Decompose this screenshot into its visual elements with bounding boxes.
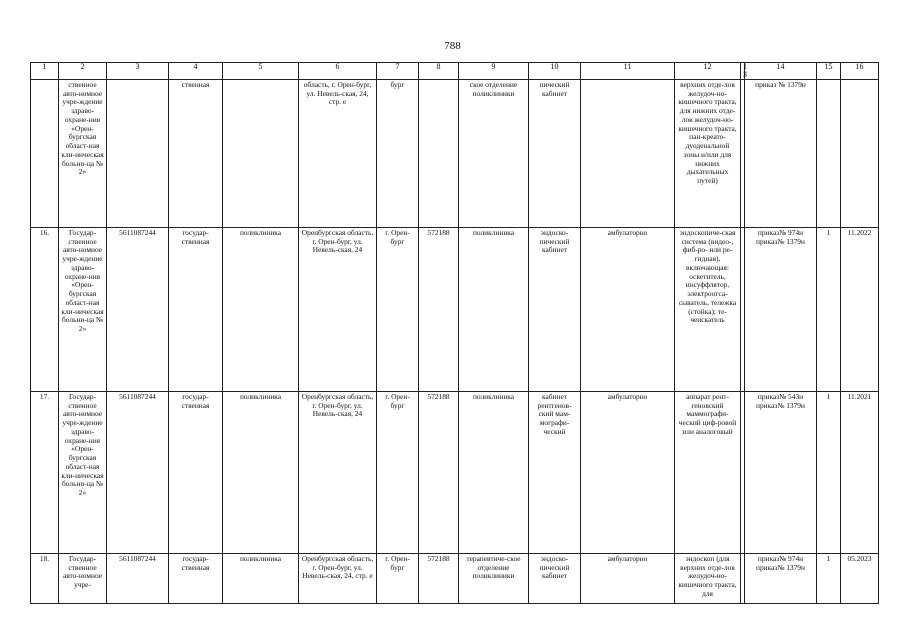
cell-num	[31, 80, 59, 228]
cell-ownership: государ-ственная	[169, 554, 223, 604]
cell-num: 16.	[31, 228, 59, 392]
cell-city: г. Орен-бург	[377, 392, 419, 554]
cell-department: ское отделение поликлиники	[459, 80, 529, 228]
col-header-11: 11	[581, 63, 675, 80]
cell-quantity: 1	[817, 392, 841, 554]
cell-equipment: эндоскопиче-ская система (видео-, фиб-ро- или ре-гидная), включающая: осветитель, инсуффлятор, электроотса-сыватель, тележка (стойка); те-чеискатель	[675, 228, 741, 392]
cell-date: 11.2021	[841, 392, 879, 554]
table-row	[31, 392, 879, 554]
cell-org-name: Государ-ственное авто-номное учре-	[59, 554, 107, 604]
cell-ownership: государ-ственная	[169, 392, 223, 554]
page-number: 788	[444, 40, 461, 52]
col-header-10: 10	[529, 63, 581, 80]
cell-cabinet: пический кабинет	[529, 80, 581, 228]
col-header-8: 8	[419, 63, 459, 80]
cell-quantity: 1	[817, 554, 841, 604]
cell-equipment: эндоскоп (для верхних отде-лов желудоч-но-кишечного тракта, для	[675, 554, 741, 604]
col-header-7: 7	[377, 63, 419, 80]
cell-care-form: амбулаторно	[581, 392, 675, 554]
cell-city: г. Орен-бург	[377, 554, 419, 604]
cell-care-form	[581, 80, 675, 228]
cell-org-name: ственное авто-номное учре-ждение здраво-охране-ния «Орен-бургская област-ная кли-ническая больни-ца № 2»	[59, 80, 107, 228]
cell-city: г. Орен-бург	[377, 228, 419, 392]
cell-equipment: аппарат рент-геновский маммографи-ческий циф-ровой или аналоговый	[675, 392, 741, 554]
cell-num: 17.	[31, 392, 59, 554]
col-header-13: 13	[741, 63, 745, 80]
cell-org-name: Государ-ственное авто-номное учре-ждение здраво-охране-ния «Орен-бургская област-ная кли-ническая больни-ца № 2»	[59, 392, 107, 554]
table-row	[31, 80, 879, 228]
cell-cabinet: эндоско-пический кабинет	[529, 228, 581, 392]
cell-facility-type	[223, 80, 299, 228]
cell-order: приказ№ 974н приказ№ 1379н	[745, 228, 817, 392]
cell-department: поликлиника	[459, 392, 529, 554]
cell-order: приказ№ 974н приказ№ 1379н	[745, 554, 817, 604]
cell-date: 05.2023	[841, 554, 879, 604]
cell-ownership: государ-ственная	[169, 228, 223, 392]
col-header-4: 4	[169, 63, 223, 80]
cell-care-form: амбулаторно	[581, 554, 675, 604]
cell-code	[419, 80, 459, 228]
cell-date	[841, 80, 879, 228]
col-header-6: 6	[299, 63, 377, 80]
table-row	[31, 554, 879, 604]
col-header-12: 12	[675, 63, 741, 80]
col-header-15: 15	[817, 63, 841, 80]
col-header-9: 9	[459, 63, 529, 80]
cell-inn	[107, 80, 169, 228]
cell-inn: 5611087244	[107, 392, 169, 554]
col-header-16: 16	[841, 63, 879, 80]
cell-city: бург	[377, 80, 419, 228]
cell-facility-type: поликлиника	[223, 554, 299, 604]
cell-org-name: Государ-ственное авто-номное учре-ждение здраво-охране-ния «Орен-бургская област-ная кли-ническая больни-ца № 2»	[59, 228, 107, 392]
cell-address: Оренбургская область, г. Орен-бург, ул. Невель-ская, 24	[299, 228, 377, 392]
cell-inn: 5611087244	[107, 228, 169, 392]
cell-cabinet: кабинет рентгенов-ский мам-мографи-ческий	[529, 392, 581, 554]
cell-num: 18.	[31, 554, 59, 604]
cell-order: приказ № 1379н	[745, 80, 817, 228]
cell-department: поликлиника	[459, 228, 529, 392]
cell-quantity: 1	[817, 228, 841, 392]
cell-department: терапевтиче-ское отделение поликлиники	[459, 554, 529, 604]
cell-address: область, г. Орен-бург, ул. Невель-ская, 24, стр. е	[299, 80, 377, 228]
cell-ownership: ственная	[169, 80, 223, 228]
cell-facility-type: поликлиника	[223, 392, 299, 554]
col-header-14: 14	[745, 63, 817, 80]
col-header-2: 2	[59, 63, 107, 80]
col-header-5: 5	[223, 63, 299, 80]
cell-cabinet: эндоско-пический кабинет	[529, 554, 581, 604]
cell-quantity	[817, 80, 841, 228]
cell-equipment: верхних отде-лов желудоч-но-кишечного тракта, для нижних отде-лов желудоч-но-кишечного тракта, пан-креато-дуоденальной зоны и/или для нижних дыхательных путей)	[675, 80, 741, 228]
cell-order: приказ№ 543н приказ№ 1379н	[745, 392, 817, 554]
cell-care-form: амбулаторно	[581, 228, 675, 392]
cell-date: 11.2022	[841, 228, 879, 392]
cell-inn: 5611087244	[107, 554, 169, 604]
cell-code: 572188	[419, 392, 459, 554]
registry-table	[30, 62, 879, 604]
col-header-3: 3	[107, 63, 169, 80]
col-header-1: 1	[31, 63, 59, 80]
cell-address: Оренбургская область, г. Орен-бург, ул. Невель-ская, 24, стр. е	[299, 554, 377, 604]
header-row	[31, 63, 879, 80]
cell-code: 572188	[419, 228, 459, 392]
cell-code: 572188	[419, 554, 459, 604]
cell-facility-type: поликлиника	[223, 228, 299, 392]
table-row	[31, 228, 879, 392]
cell-address: Оренбургская область, г. Орен-бург, ул. Невель-ская, 24	[299, 392, 377, 554]
